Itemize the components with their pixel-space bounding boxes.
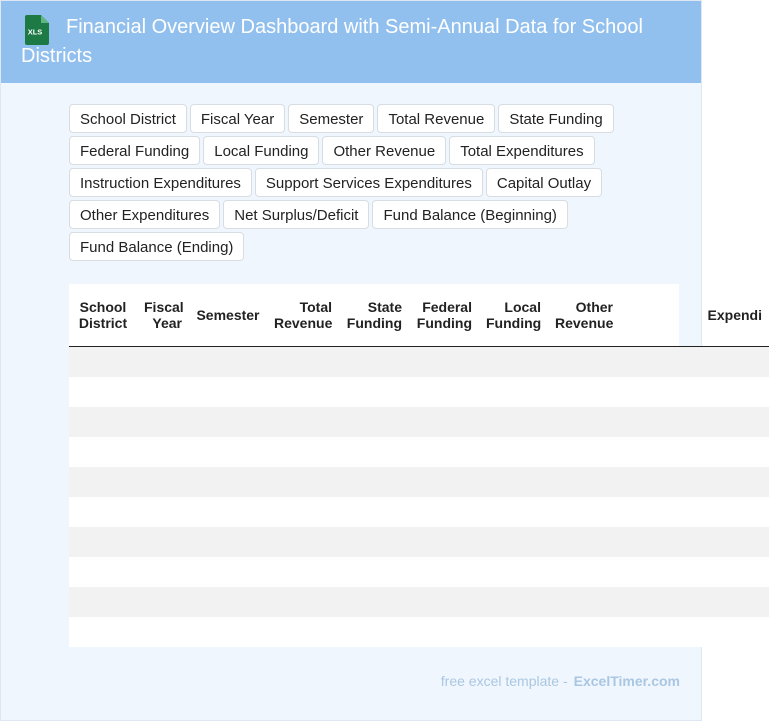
column-chip[interactable]: Local Funding <box>203 136 319 165</box>
table-cell[interactable] <box>620 557 769 587</box>
column-header-label: Expendi <box>707 306 762 323</box>
table-cell[interactable] <box>339 617 409 647</box>
column-header-label: District <box>78 314 128 331</box>
xls-icon-label: XLS <box>27 27 43 37</box>
table-cell[interactable] <box>137 377 189 407</box>
table-cell[interactable] <box>267 377 339 407</box>
table-cell[interactable] <box>409 407 479 437</box>
table-cell[interactable] <box>267 557 339 587</box>
table-cell[interactable] <box>137 437 189 467</box>
table-cell[interactable] <box>479 557 548 587</box>
table-cell[interactable] <box>548 557 620 587</box>
table-cell[interactable] <box>620 497 769 527</box>
table-cell[interactable] <box>339 557 409 587</box>
table-cell[interactable] <box>189 587 267 617</box>
table-cell[interactable] <box>620 587 769 617</box>
table-cell[interactable] <box>620 527 769 557</box>
column-header-label: Fiscal <box>144 298 184 315</box>
table-cell[interactable] <box>479 497 548 527</box>
table-cell[interactable] <box>69 587 137 617</box>
column-header-label: State <box>367 298 402 315</box>
table-cell[interactable] <box>137 587 189 617</box>
column-chip[interactable]: Federal Funding <box>69 136 200 165</box>
column-header-label: Revenue <box>555 314 614 331</box>
table-cell[interactable] <box>339 377 409 407</box>
table-row <box>69 346 769 377</box>
data-table <box>69 284 769 647</box>
table-cell[interactable] <box>137 527 189 557</box>
table-cell[interactable] <box>409 346 479 377</box>
table-cell[interactable] <box>479 407 548 437</box>
page-header <box>1 1 701 83</box>
table-cell[interactable] <box>69 467 137 497</box>
table-cell[interactable] <box>409 437 479 467</box>
table-cell[interactable] <box>69 557 137 587</box>
column-chip[interactable]: State Funding <box>498 104 613 133</box>
table-cell[interactable] <box>267 346 339 377</box>
table-cell[interactable] <box>409 497 479 527</box>
column-chip[interactable]: Instruction Expenditures <box>69 168 252 197</box>
table-cell[interactable] <box>189 407 267 437</box>
table-cell[interactable] <box>267 527 339 557</box>
column-chip[interactable]: School District <box>69 104 187 133</box>
column-header-label: Semester <box>196 306 260 323</box>
table-cell[interactable] <box>137 467 189 497</box>
table-cell[interactable] <box>137 557 189 587</box>
column-header[interactable] <box>137 284 189 346</box>
table-cell[interactable] <box>409 587 479 617</box>
table-cell[interactable] <box>339 407 409 437</box>
column-header[interactable] <box>189 284 267 346</box>
table-row <box>69 437 769 467</box>
table-cell[interactable] <box>409 377 479 407</box>
table-cell[interactable] <box>189 346 267 377</box>
column-header[interactable] <box>267 284 339 346</box>
column-header-label: Federal <box>422 298 472 315</box>
table-cell[interactable] <box>339 346 409 377</box>
table-cell[interactable] <box>620 377 769 407</box>
table-row <box>69 497 769 527</box>
table-cell[interactable] <box>548 497 620 527</box>
column-header-label: Revenue <box>274 314 333 331</box>
table-cell[interactable] <box>548 527 620 557</box>
column-header[interactable] <box>409 284 479 346</box>
footer-text: free excel template - <box>440 673 568 689</box>
table-cell[interactable] <box>189 557 267 587</box>
table-cell[interactable] <box>409 617 479 647</box>
footer-brand-link[interactable]: ExcelTimer.com <box>573 673 680 689</box>
column-header-label: Funding <box>486 314 542 331</box>
table-cell[interactable] <box>137 497 189 527</box>
table-cell[interactable] <box>267 467 339 497</box>
xls-file-icon <box>23 14 51 46</box>
table-cell[interactable] <box>267 617 339 647</box>
table-cell[interactable] <box>339 467 409 497</box>
table-cell[interactable] <box>548 587 620 617</box>
footer-credit <box>441 673 680 689</box>
table-cell[interactable] <box>339 437 409 467</box>
table-cell[interactable] <box>189 617 267 647</box>
column-chip[interactable]: Fiscal Year <box>190 104 285 133</box>
table-cell[interactable] <box>189 527 267 557</box>
column-header-label: Year <box>152 314 182 331</box>
table-cell[interactable] <box>69 377 137 407</box>
table-cell[interactable] <box>620 437 769 467</box>
table-cell[interactable] <box>548 346 620 377</box>
column-header-label: Total <box>299 298 332 315</box>
table-cell[interactable] <box>339 497 409 527</box>
table-cell[interactable] <box>409 467 479 497</box>
table-cell[interactable] <box>69 346 137 377</box>
table-cell[interactable] <box>548 437 620 467</box>
page-title: Financial Overview Dashboard with Semi-Annual Data for School Districts <box>21 16 643 67</box>
column-header-label: Other <box>575 298 613 315</box>
table-cell[interactable] <box>620 346 769 377</box>
table-row <box>69 467 769 497</box>
table-row <box>69 377 769 407</box>
table-cell[interactable] <box>69 527 137 557</box>
column-chip[interactable]: Total Expenditures <box>449 136 594 165</box>
table-cell[interactable] <box>548 407 620 437</box>
table-cell[interactable] <box>620 617 769 647</box>
column-header[interactable] <box>548 284 620 346</box>
table-cell[interactable] <box>189 497 267 527</box>
column-chip[interactable]: Fund Balance (Beginning) <box>372 200 567 229</box>
table-cell[interactable] <box>69 437 137 467</box>
table-cell[interactable] <box>189 437 267 467</box>
table-cell[interactable] <box>479 467 548 497</box>
table-cell[interactable] <box>189 467 267 497</box>
column-header[interactable] <box>339 284 409 346</box>
data-table-container[interactable] <box>69 284 762 647</box>
table-header-row <box>69 284 769 346</box>
table-cell[interactable] <box>479 617 548 647</box>
column-header[interactable] <box>620 284 769 346</box>
table-row <box>69 527 769 557</box>
column-header-label: School <box>79 298 127 315</box>
table-cell[interactable] <box>69 617 137 647</box>
table-cell[interactable] <box>620 467 769 497</box>
table-cell[interactable] <box>479 527 548 557</box>
table-cell[interactable] <box>620 407 769 437</box>
column-chip[interactable]: Fund Balance (Ending) <box>69 232 244 261</box>
table-cell[interactable] <box>137 407 189 437</box>
table-cell[interactable] <box>548 467 620 497</box>
table-cell[interactable] <box>339 587 409 617</box>
column-header-label: Funding <box>416 314 472 331</box>
column-chip-list <box>69 104 629 261</box>
column-header-label: Funding <box>346 314 402 331</box>
table-cell[interactable] <box>267 497 339 527</box>
table-row <box>69 407 769 437</box>
column-chip[interactable]: Other Revenue <box>322 136 446 165</box>
table-cell[interactable] <box>409 527 479 557</box>
table-cell[interactable] <box>267 587 339 617</box>
table-cell[interactable] <box>69 407 137 437</box>
table-body <box>69 346 769 647</box>
table-cell[interactable] <box>69 497 137 527</box>
column-chip[interactable]: Total Revenue <box>377 104 495 133</box>
column-header[interactable] <box>479 284 548 346</box>
column-chip[interactable]: Net Surplus/Deficit <box>223 200 369 229</box>
table-cell[interactable] <box>267 407 339 437</box>
table-row <box>69 587 769 617</box>
table-cell[interactable] <box>479 587 548 617</box>
table-cell[interactable] <box>267 437 339 467</box>
column-chip[interactable]: Other Expenditures <box>69 200 220 229</box>
table-row <box>69 557 769 587</box>
table-cell[interactable] <box>137 617 189 647</box>
table-cell[interactable] <box>339 527 409 557</box>
column-header-label: Local <box>504 298 541 315</box>
table-row <box>69 617 769 647</box>
table-cell[interactable] <box>137 346 189 377</box>
table-cell[interactable] <box>479 346 548 377</box>
column-chip[interactable]: Support Services Expenditures <box>255 168 483 197</box>
column-chip[interactable]: Semester <box>288 104 374 133</box>
table-cell[interactable] <box>189 377 267 407</box>
table-cell[interactable] <box>479 377 548 407</box>
table-cell[interactable] <box>548 377 620 407</box>
table-cell[interactable] <box>409 557 479 587</box>
column-chip[interactable]: Capital Outlay <box>486 168 602 197</box>
column-header[interactable] <box>69 284 137 346</box>
table-cell[interactable] <box>548 617 620 647</box>
table-cell[interactable] <box>479 437 548 467</box>
